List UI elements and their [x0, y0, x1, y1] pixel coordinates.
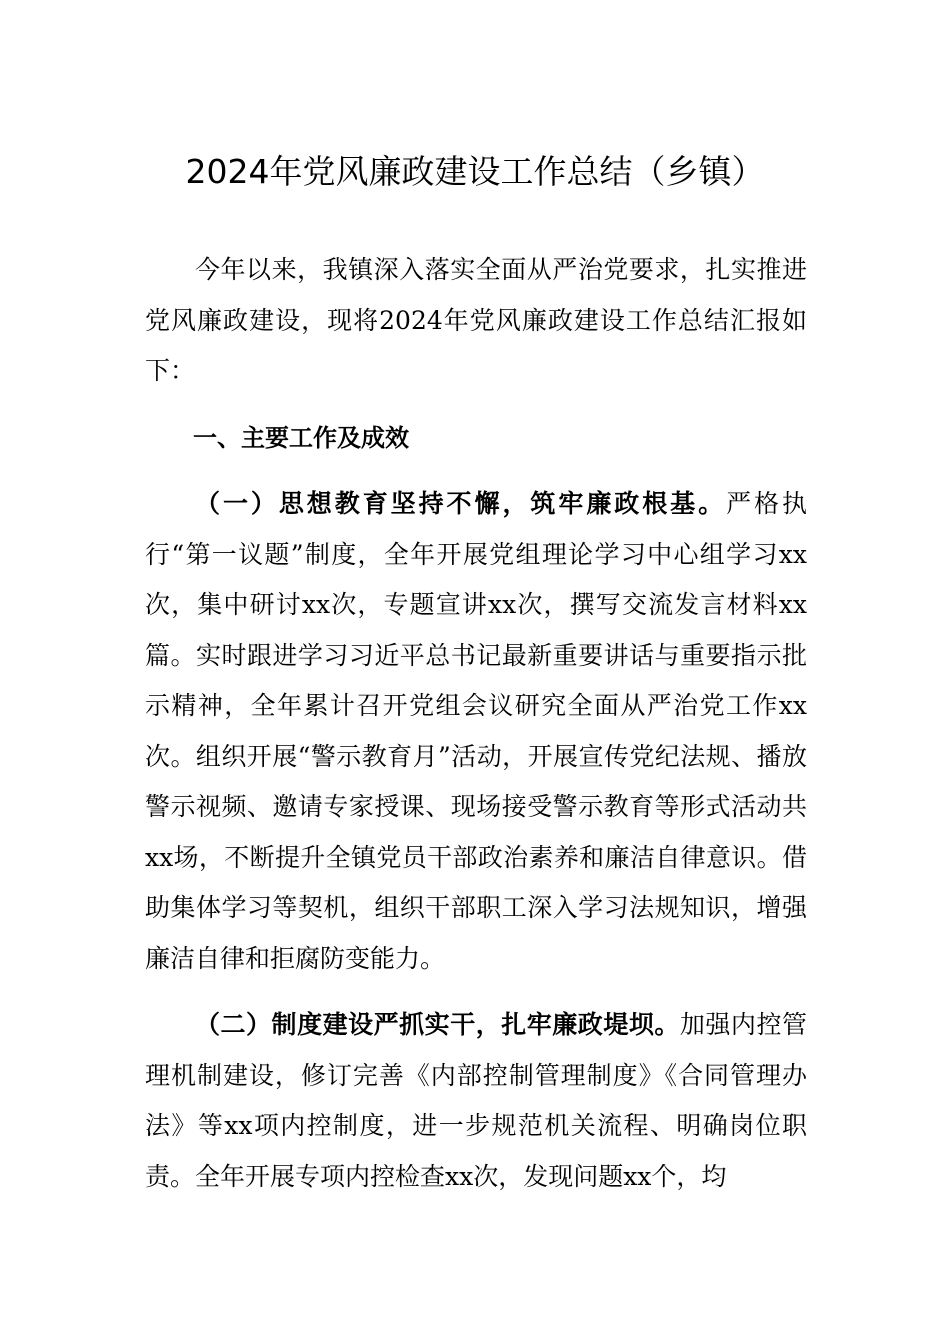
document-body [145, 245, 807, 1202]
paragraph-gap [145, 984, 807, 1000]
intro-paragraph: 今年以来，我镇深入落实全面从严治党要求，扎实推进党风廉政建设，现将2024年党风廉政建设工作总结汇报如下： [145, 255, 807, 385]
paragraph-gap [145, 463, 807, 479]
item-text-1: 严格执行“第一议题”制度，全年开展党组理论学习中心组学习xx次，集中研讨xx次，专题宣讲xx次，撰写交流发言材料xx篇。实时跟进学习习近平总书记最新重要讲话与重要指示批示精神，全年累计召开党组会议研究全面从严治党工作xx次。组织开展“警示教育月”活动，开展宣传党纪法规、播放警示视频、邀请专家授课、现场接受警示教育等形式活动共xx场，不断提升全镇党员干部政治素养和廉洁自律意识。借助集体学习等契机，组织干部职工深入学习法规知识，增强廉洁自律和拒腐防变能力。 [145, 489, 807, 973]
paragraph-gap [145, 397, 807, 413]
document-title: 2024年党风廉政建设工作总结（乡镇） [185, 152, 765, 191]
section-heading: 一、主要工作及成效 [193, 423, 409, 452]
item-lead-2: （二）制度建设严抓实干，扎牢廉政堤坝。 [195, 1010, 680, 1039]
item-paragraph-2 [145, 1000, 807, 1202]
item-paragraph-1 [145, 479, 807, 984]
item-lead-1: （一）思想教育坚持不懈，筑牢廉政根基。 [195, 489, 727, 518]
item-text-2: 加强内控管理机制建设，修订完善《内部控制管理制度》《合同管理办法》等xx项内控制度，进一步规范机关流程、明确岗位职责。全年开展专项内控检查xx次，发现问题xx个，均 [145, 1010, 807, 1191]
